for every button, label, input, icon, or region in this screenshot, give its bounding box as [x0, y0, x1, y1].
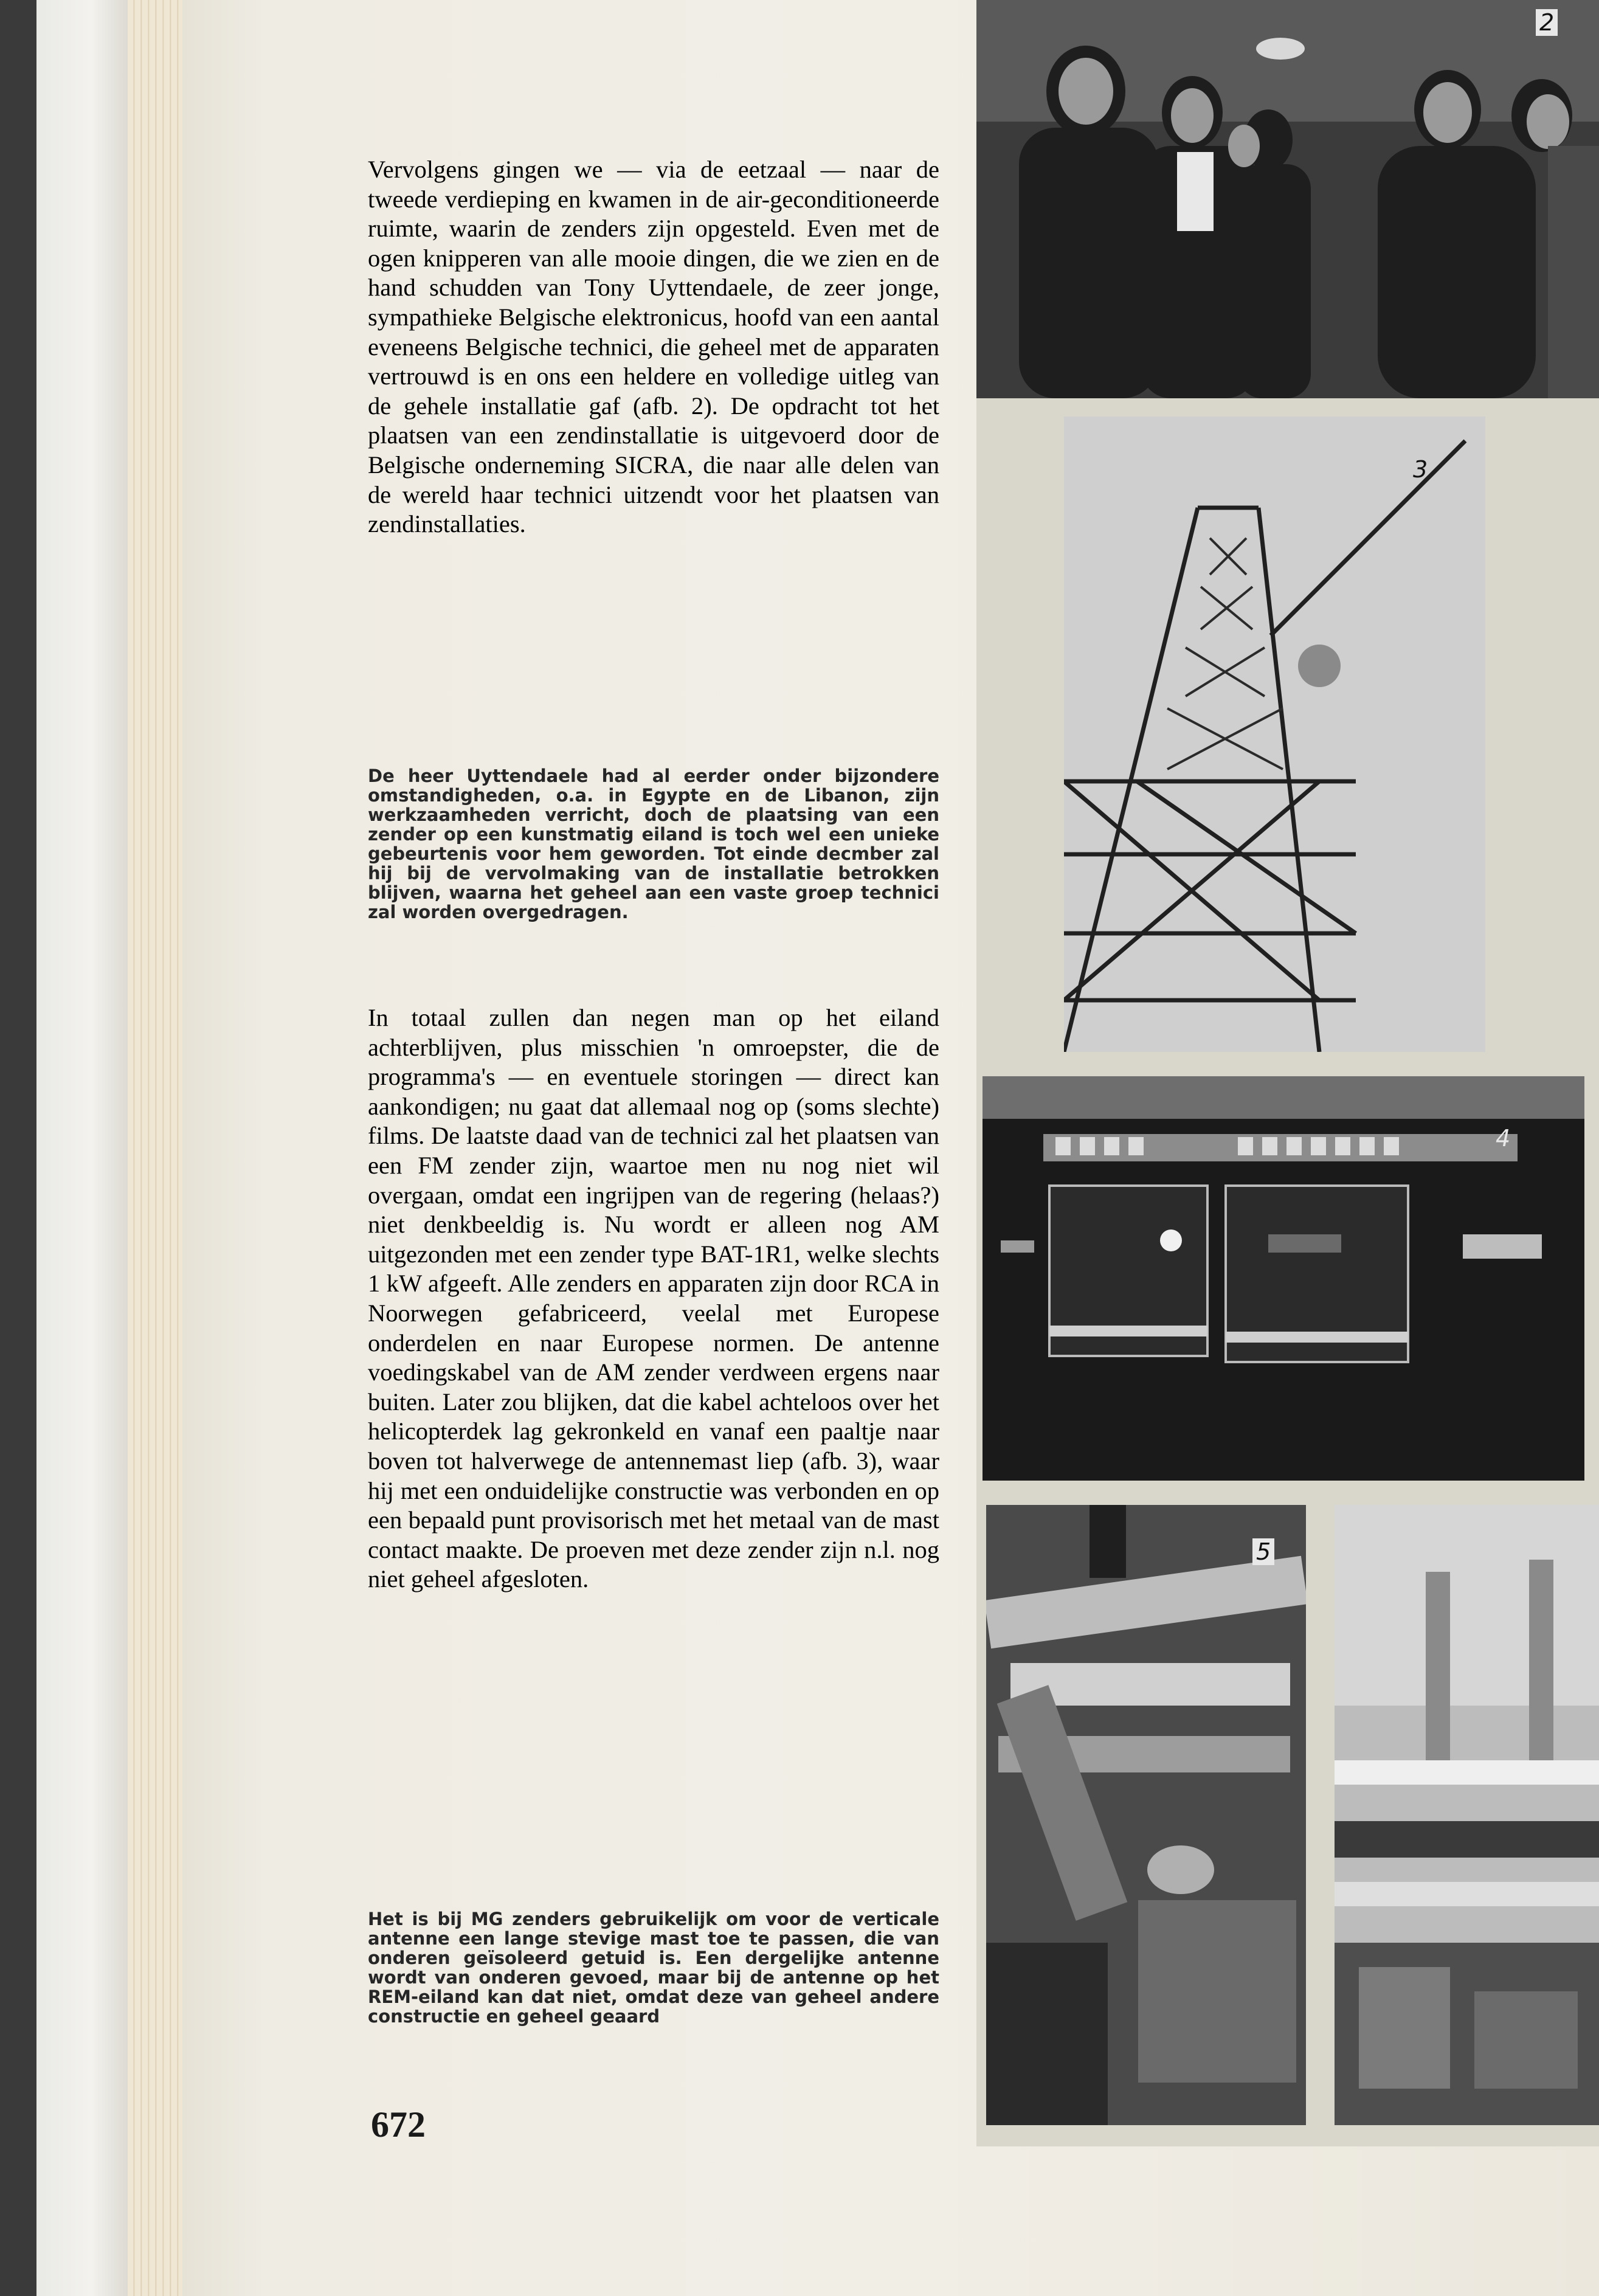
figure-2-photo — [976, 0, 1599, 398]
figure-label: 4 — [1496, 1125, 1511, 1152]
article-paragraph-1 — [368, 155, 939, 539]
transmitter-interior-image — [986, 1505, 1306, 2125]
previous-page-edge — [36, 0, 128, 2296]
background-edge — [0, 0, 36, 2296]
group-of-men-image — [976, 0, 1599, 398]
aside-text: Het is bij MG zenders gebruikelijk om voor de verticale antenne een lange stevige mast toe te passen, die van onderen geïsoleerd getuid is. Een dergelijke antenne wordt van onderen gevoed, maar bij de antenne op het REM-eiland kan dat niet, omdat deze van geheel andere constructie en geheel geaard — [368, 1909, 939, 2027]
figure-4-photo — [983, 1076, 1584, 1481]
antenna-mast-image — [1064, 417, 1485, 1052]
figure-5-photo-right — [1335, 1505, 1599, 2125]
aside-text: De heer Uyttendaele had al eerder onder bijzondere omstandigheden, o.a. in Egypte en de Libanon, zijn werkzaamheden verricht, doch de plaatsing van een zender op een kunstmatig eiland is toch wel een unieke gebeurtenis voor hem geworden. Tot einde decmber zal hij bij de vervolmaking van de installatie betrokken blijven, waarna het geheel aan een vaste groep technici zal worden overgedragen. — [368, 766, 939, 922]
article-aside-2 — [368, 1909, 939, 2026]
figure-5-photo-left — [986, 1505, 1306, 2125]
figure-label: 3 — [1413, 456, 1428, 483]
page-stack-edges — [128, 0, 188, 2296]
article-aside-1 — [368, 766, 939, 922]
transmitter-tubes-image — [1335, 1505, 1599, 2125]
figure-label: 2 — [1536, 9, 1558, 36]
body-text: Vervolgens gingen we — via de eetzaal — naar de tweede verdieping en kwamen in de air-geconditioneerde ruimte, waarin de zenders zijn opgesteld. Even met de ogen knipperen van alle mooie dingen, die we zien en de hand schudden van Tony Uyttendaele, de zeer jonge, sympathieke Belgische elektronicus, hoofd van een aantal eveneens Belgische technici, die geheel met de apparaten vertrouwd is en ons een heldere en volledige uitleg van de gehele installatie gaf (afb. 2). De opdracht tot het plaatsen van een zendinstallatie is uitgevoerd door de Belgische onderneming SICRA, die naar alle delen van de wereld haar technici uitzendt voor het plaatsen van zendinstallaties. — [368, 156, 939, 538]
body-text: In totaal zullen dan negen man op het eiland achterblijven, plus misschien 'n omroepster, die de programma's — en eventuele storingen — direct kan aankondigen; nu gaat dat allemaal nog op (soms slechte) films. De laatste daad van de technici zal het plaatsen van een FM zender zijn, waartoe men nu nog niet wil overgaan, omdat een ingrijpen van de regering (helaas?) niet denkbeeldig is. Nu wordt er alleen nog AM uitgezonden met een zender type BAT-1R1, welke slechts 1 kW afgeeft. Alle zenders en apparaten zijn door RCA in Noorwegen gefabriceerd, veelal met Europese onderdelen en naar Europese normen. De antenne voedingskabel van de AM zender verdween ergens naar buiten. Later zou blijken, dat die kabel achteloos over het helicopterdek lag gekronkeld en vanaf een paaltje naar boven tot halverwege de antennemast liep (afb. 3), waar hij met een onduidelijke constructie was verbonden en op een bepaald punt provisorisch met het metaal van de mast contact maakte. De proeven met deze zender zijn n.l. nog niet geheel afgesloten. — [368, 1004, 939, 1593]
figure-3-photo — [1064, 417, 1485, 1052]
figure-label: 5 — [1252, 1538, 1274, 1565]
page-number: 672 — [371, 2104, 426, 2145]
article-paragraph-2 — [368, 1003, 939, 1594]
